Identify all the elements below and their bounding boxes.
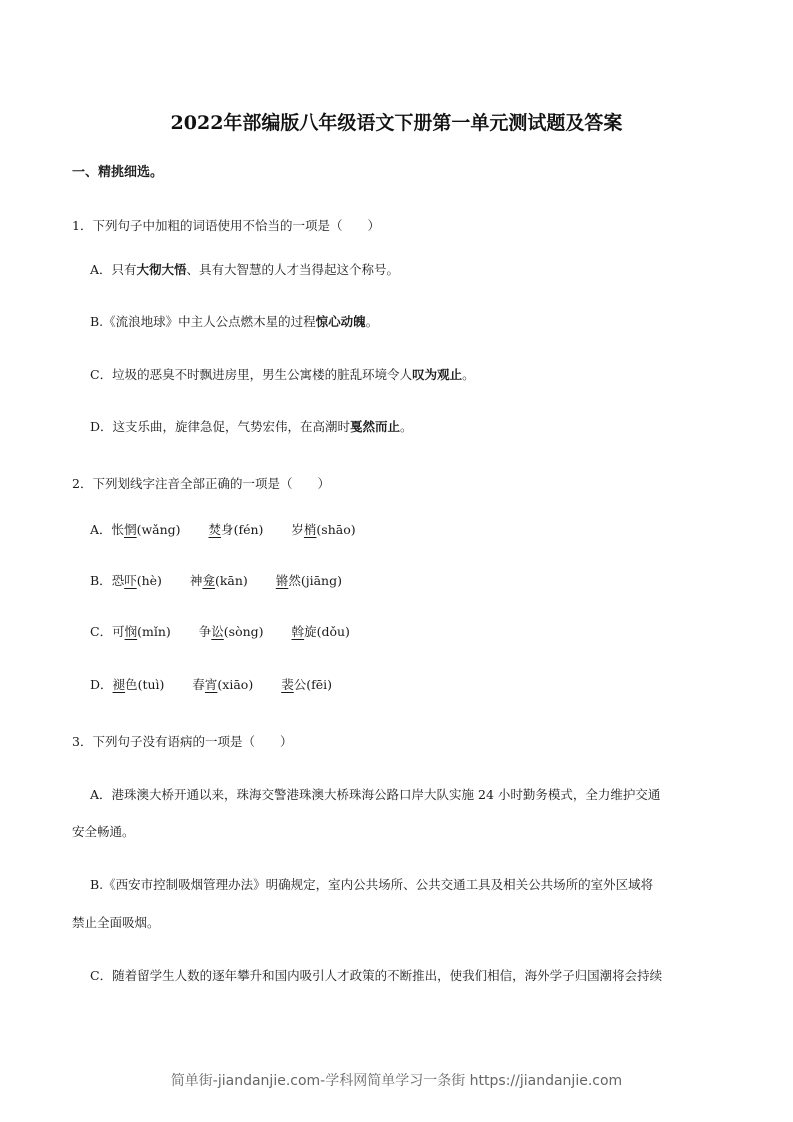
q3-option-a-line1: A．港珠澳大桥开通以来，珠海交警港珠澳大桥珠海公路口岸大队实施 24 小时勤务模式，全力维护交通 [90,787,661,802]
q2-option-d: D．褪色(tuì) 春宵(xiāo) 裴公(fēi) [90,677,333,692]
q2-option-c: C．可悯(mǐn) 争讼(sòng) 斡旋(dǒu) [90,624,350,639]
q1-option-d: D．这支乐曲，旋律急促，气势宏伟，在高潮时戛然而止。 [90,419,413,434]
q2-option-b: B．恐吓(hè) 神龛(kān) 锵然(jiāng) [90,573,342,588]
q2-option-a: A．怅惘(wǎng) 焚身(fén) 岁梢(shāo) [90,522,356,537]
q1-option-b: B.《流浪地球》中主人公点燃木星的过程惊心动魄。 [90,314,379,329]
q1-option-a: A．只有大彻大悟、具有大智慧的人才当得起这个称号。 [90,262,400,277]
question-3-stem: 3．下列句子没有语病的一项是（ ） [72,734,293,749]
q3-option-c-line1: C．随着留学生人数的逐年攀升和国内吸引人才政策的不断推出，使我们相信，海外学子归国潮将会持续 [90,968,663,983]
document-title: 2022年部编版八年级语文下册第一单元测试题及答案 [170,112,623,134]
q1-option-c: C．垃圾的恶臭不时飘进房里，男生公寓楼的脏乱环境令人叹为观止。 [90,367,475,382]
q3-option-a-line2: 安全畅通。 [72,824,135,839]
page-footer: 简单街-jiandanjie.com-学科网简单学习一条街 https://jiandanjie.com [170,1073,623,1089]
question-2-stem: 2．下列划线字注音全部正确的一项是（ ） [72,476,330,491]
section-heading: 一、精挑细选。 [72,165,164,180]
q3-option-b-line2: 禁止全面吸烟。 [72,915,160,930]
question-1-stem: 1．下列句子中加粗的词语使用不恰当的一项是（ ） [72,218,380,233]
q3-option-b-line1: B.《西安市控制吸烟管理办法》明确规定，室内公共场所、公共交通工具及相关公共场所的室外区域将 [90,877,654,892]
